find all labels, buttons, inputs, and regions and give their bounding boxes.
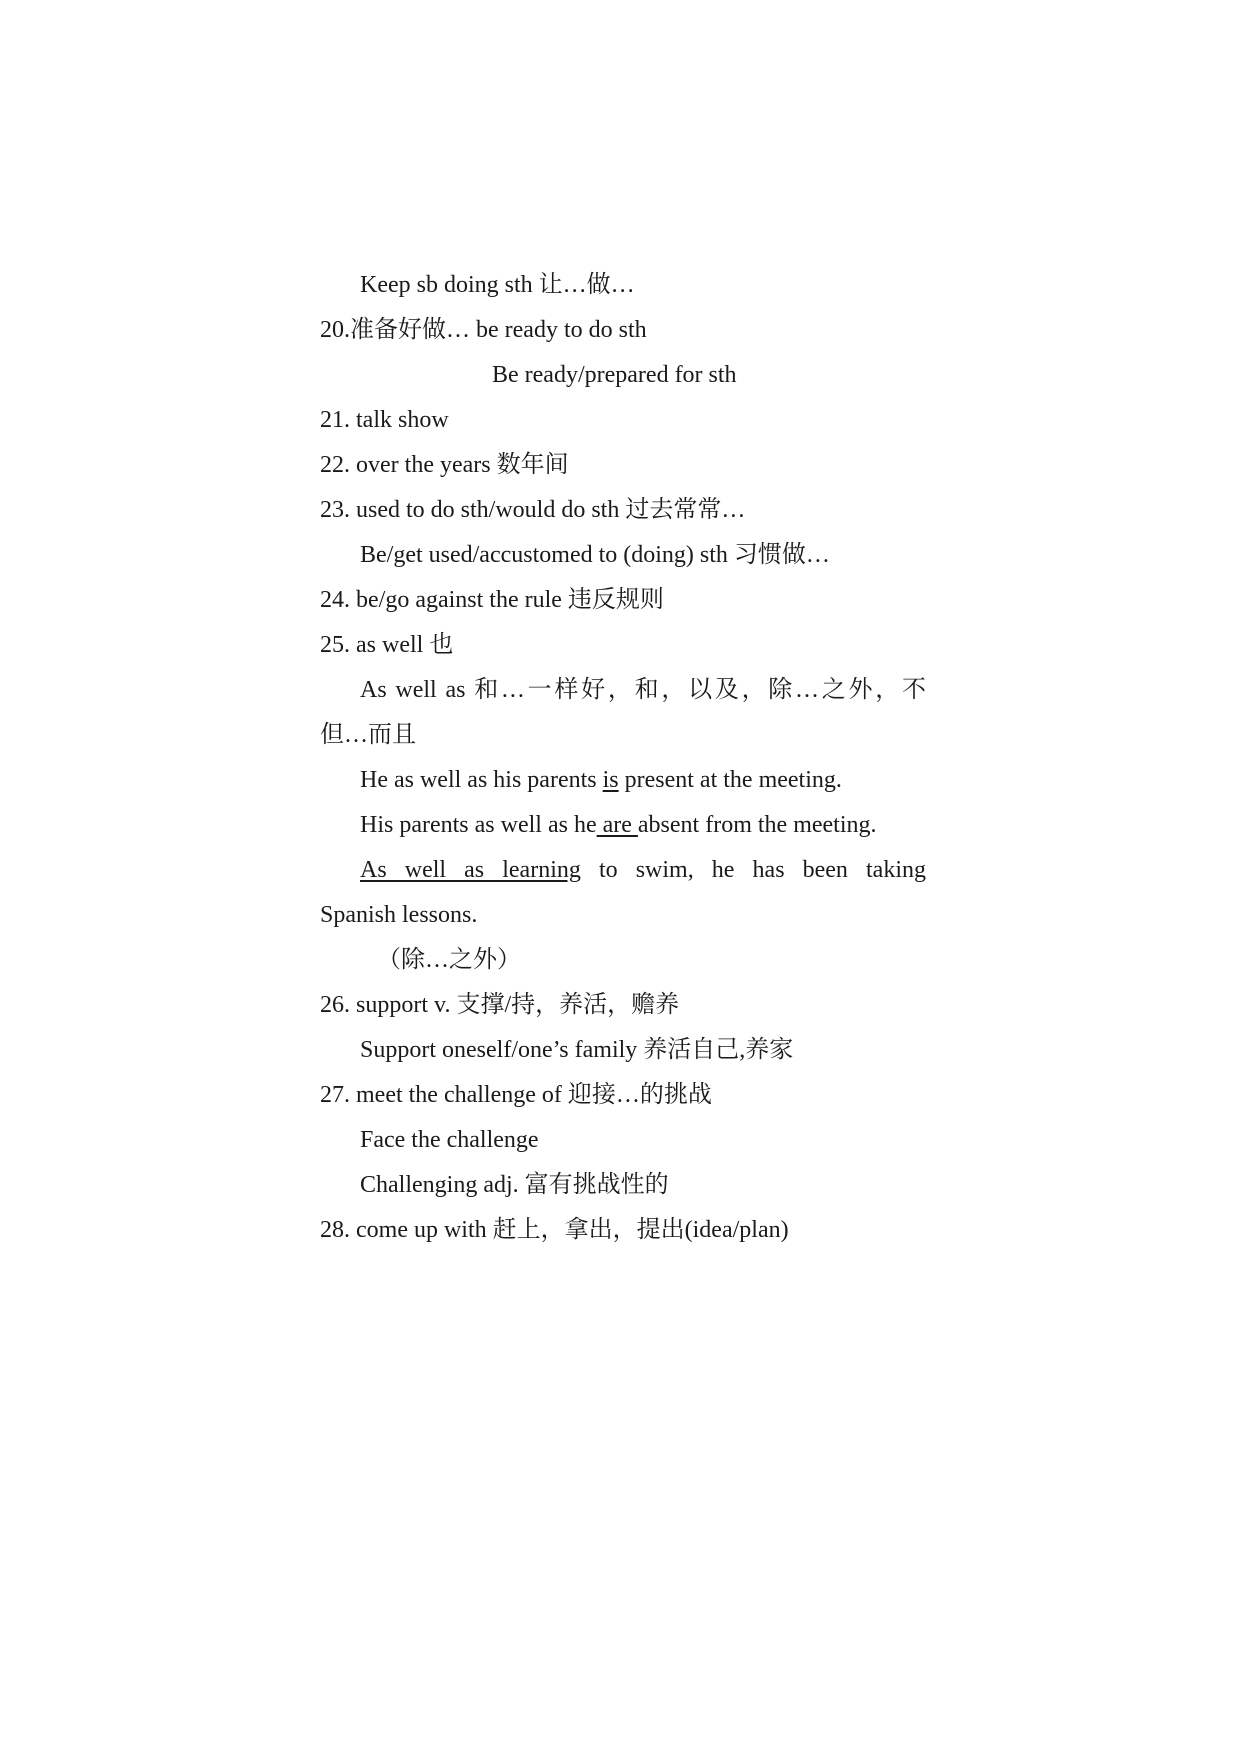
sentence-text: His parents as well as he: [360, 812, 597, 838]
underlined-word: is: [602, 767, 619, 793]
text-line: Be/get used/accustomed to (doing) sth 习惯做…: [360, 542, 830, 568]
text-line: As well as 和…一样好，和，以及，除…之外，不: [360, 677, 926, 703]
text-line: 但…而且: [320, 722, 416, 748]
text-line: Keep sb doing sth 让…做…: [360, 272, 635, 298]
list-item: 20.准备好做… be ready to do sth: [320, 317, 647, 343]
sentence-text: present at the meeting.: [618, 767, 842, 793]
annotation: （除…之外）: [377, 947, 521, 973]
example-sentence: [360, 855, 926, 885]
example-sentence: [360, 810, 966, 840]
text-line: Be ready/prepared for sth: [492, 362, 737, 388]
sentence-text: absent from the meeting.: [637, 812, 877, 838]
sentence-text: to swim, he has been taking: [580, 857, 926, 883]
sentence-text: He as well as his parents: [360, 767, 603, 793]
list-item: 26. support v. 支撑/持，养活，赡养: [320, 992, 680, 1018]
list-item: 21. talk show: [320, 407, 449, 433]
list-item: 24. be/go against the rule 违反规则: [320, 587, 664, 613]
underlined-phrase: As well as learning: [360, 857, 581, 883]
text-line: Face the challenge: [360, 1127, 539, 1153]
list-item: 22. over the years 数年间: [320, 452, 569, 478]
underlined-word: are: [596, 812, 638, 838]
list-item: 23. used to do sth/would do sth 过去常常…: [320, 497, 746, 523]
list-item: 25. as well 也: [320, 632, 454, 658]
text-line: Challenging adj. 富有挑战性的: [360, 1172, 669, 1198]
text-line: Spanish lessons.: [320, 902, 478, 928]
text-line: Support oneself/one’s family 养活自己,养家: [360, 1037, 794, 1063]
example-sentence: [360, 765, 966, 795]
list-item: 28. come up with 赶上，拿出，提出(idea/plan): [320, 1217, 789, 1243]
list-item: 27. meet the challenge of 迎接…的挑战: [320, 1082, 712, 1108]
